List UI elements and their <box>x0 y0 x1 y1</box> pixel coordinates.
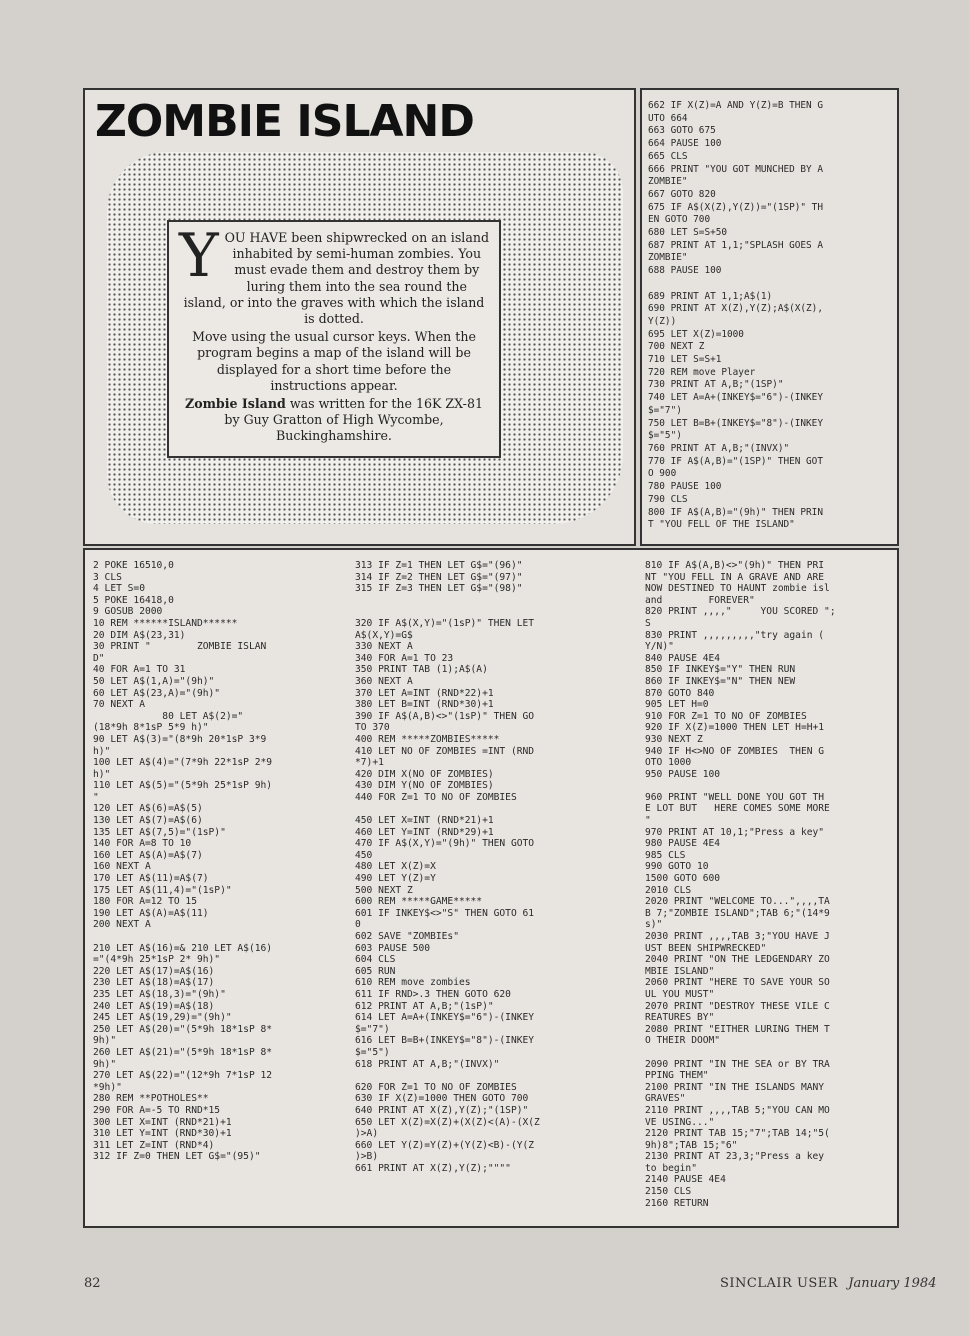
listing-column-1: 2 POKE 16510,0 3 CLS 4 LET S=0 5 POKE 16418,0 9 GOSUB 2000 10 REM ******ISLAND****** 20 DIM A$(23,31) 30 PRINT " ZOMBIE ISLAN D" 40 FOR A=1 TO 31 50 LET A$(1,A)="(9h)" 60 LET A$(23,A)="(9h)" 70 NEXT A 80 LET A$(2)=" (18*9h 8*1sP 5*9 h)" 90 LET A$(3)="(8*9h 20*1sP 3*9 h)" 100 LET A$(4)="(7*9h 22*1sP 2*9 h)" 110 LET A$(5)="(5*9h 25*1sP 9h) " 120 LET A$(6)=A$(5) 130 LET A$(7)=A$(6) 135 LET A$(7,5)="(1sP)" 140 FOR A=8 TO 10 160 LET A$(A)=A$(7) 160 NEXT A 170 LET A$(11)=A$(7) 175 LET A$(11,4)="(1sP)" 180 FOR A=12 TO 15 190 LET A$(A)=A$(11) 200 NEXT A 210 LET A$(16)=& 210 LET A$(16) ="(4*9h 25*1sP 2* 9h)" 220 LET A$(17)=A$(16) 230 LET A$(18)=A$(17) 235 LET A$(18,3)="(9h)" 240 LET A$(19)=A$(18) 245 LET A$(19,29)="(9h)" 250 LET A$(20)="(5*9h 18*1sP 8* 9h)" 260 LET A$(21)="(5*9h 18*1sP 8* 9h)" 270 LET A$(22)="(12*9h 7*1sP 12 *9h)" 280 REM **POTHOLES** 290 FOR A=-5 TO RND*15 300 LET X=INT (RND*21)+1 310 LET Y=INT (RND*30)+1 311 LET Z=INT (RND*4) 312 IF Z=0 THEN LET G$="(95)" <box>93 560 273 1163</box>
listing-column-2: 313 IF Z=1 THEN LET G$="(96)" 314 IF Z=2 THEN LET G$="(97)" 315 IF Z=3 THEN LET G$="(98)" 320 IF A$(X,Y)="(1sP)" THEN LET A$(X,Y)=G$ 330 NEXT A 340 FOR A=1 TO 23 350 PRINT TAB (1);A$(A) 360 NEXT A 370 LET A=INT (RND*22)+1 380 LET B=INT (RND*30)+1 390 IF A$(A,B)<>"(1sP)" THEN GO TO 370 400 REM *****ZOMBIES***** 410 LET NO OF ZOMBIES =INT (RND *7)+1 420 DIM X(NO OF ZOMBIES) 430 DIM Y(NO OF ZOMBIES) 440 FOR Z=1 TO NO OF ZOMBIES 450 LET X=INT (RND*21)+1 460 LET Y=INT (RND*29)+1 470 IF A$(X,Y)="(9h)" THEN GOTO 450 480 LET X(Z)=X 490 LET Y(Z)=Y 500 NEXT Z 600 REM *****GAME***** 601 IF INKEY$<>"S" THEN GOTO 61 0 602 SAVE "ZOMBIEs" 603 PAUSE 500 604 CLS 605 RUN 610 REM move zombies 611 IF RND>.3 THEN GOTO 620 612 PRINT AT A,B;"(1sP)" 614 LET A=A+(INKEY$="6")-(INKEY $="7") 616 LET B=B+(INKEY$="8")-(INKEY $="5") 618 PRINT AT A,B;"(INVX)" 620 FOR Z=1 TO NO OF ZOMBIES 630 IF X(Z)=1000 THEN GOTO 700 640 PRINT AT X(Z),Y(Z);"(1SP)" 650 LET X(Z)=X(Z)+(X(Z)<(A)-(X(Z )>A) 660 LET Y(Z)=Y(Z)+(Y(Z)<B)-(Y(Z )>B) 661 PRINT AT X(Z),Y(Z);"""" <box>355 560 540 1174</box>
intro-paragraph-3 <box>179 396 489 445</box>
listing-panel-top-right <box>640 88 899 546</box>
intro-paragraph-3-text: was written for the 16K ZX-81 by Guy Gratton of High Wycombe, Buckinghamshire. <box>224 396 483 444</box>
listing-column-3: 810 IF A$(A,B)<>"(9h)" THEN PRI NT "YOU FELL IN A GRAVE AND ARE NOW DESTINED TO HAUNT zombie isl and FOREVER" 820 PRINT ,,,," YOU SCORED "; S 830 PRINT ,,,,,,,,,"try again ( Y/N)" 840 PAUSE 4E4 850 IF INKEY$="Y" THEN RUN 860 IF INKEY$="N" THEN NEW 870 GOTO 840 905 LET H=0 910 FOR Z=1 TO NO OF ZOMBIES 920 IF X(Z)=1000 THEN LET H=H+1 930 NEXT Z 940 IF H<>NO OF ZOMBIES THEN G OTO 1000 950 PAUSE 100 960 PRINT "WELL DONE YOU GOT TH E LOT BUT HERE COMES SOME MORE " 970 PRINT AT 10,1;"Press a key" 980 PAUSE 4E4 985 CLS 990 GOTO 10 1500 GOTO 600 2010 CLS 2020 PRINT "WELCOME TO...",,,,TA B 7;"ZOMBIE ISLAND";TAB 6;"(14*9 s)" 2030 PRINT ,,,,TAB 3;"YOU HAVE J UST BEEN SHIPWRECKED" 2040 PRINT "ON THE LEDGENDARY ZO MBIE ISLAND" 2060 PRINT "HERE TO SAVE YOUR SO UL YOU MUST" 2070 PRINT "DESTROY THESE VILE C REATURES BY" 2080 PRINT "EITHER LURING THEM T O THEIR DOOM" 2090 PRINT "IN THE SEA or BY TRA PPING THEM" 2100 PRINT "IN THE ISLANDS MANY GRAVES" 2110 PRINT ,,,,TAB 5;"YOU CAN MO VE USING..." 2120 PRINT TAB 15;"7";TAB 14;"5( 9h)8";TAB 15;"6" 2130 PRINT AT 23,3;"Press a key to begin" 2140 PAUSE 4E4 2150 CLS 2160 RETURN <box>645 560 836 1209</box>
intro-paragraph-2-text: Move using the usual cursor keys. When the program begins a map of the island will be displayed for a short time before the instructions appear. <box>192 329 476 393</box>
listing-panel-bottom <box>83 548 899 1228</box>
intro-paragraph-1: OU HAVE been shipwrecked on an island inhabited by semi-human zombies. You must evade them and destroy them by luring them into the sea round the island, or into the graves with which the island is dotted. <box>183 230 490 327</box>
listing-top-right: 662 IF X(Z)=A AND Y(Z)=B THEN G UTO 664 663 GOTO 675 664 PAUSE 100 665 CLS 666 PRINT "YOU GOT MUNCHED BY A ZOMBIE" 667 GOTO 820 675 IF A$(X(Z),Y(Z))="(1SP)" TH EN GOTO 700 680 LET S=S+50 687 PRINT AT 1,1;"SPLASH GOES A ZOMBIE" 688 PAUSE 100 689 PRINT AT 1,1;A$(1) 690 PRINT AT X(Z),Y(Z);A$(X(Z), Y(Z)) 695 LET X(Z)=1000 700 NEXT Z 710 LET S=S+1 720 REM move Player 730 PRINT AT A,B;"(1SP)" 740 LET A=A+(INKEY$="6")-(INKEY $="7") 750 LET B=B+(INKEY$="8")-(INKEY $="5") 760 PRINT AT A,B;"(INVX)" 770 IF A$(A,B)="(1SP)" THEN GOT O 900 780 PAUSE 100 790 CLS 800 IF A$(A,B)="(9h)" THEN PRIN T "YOU FELL OF THE ISLAND" <box>648 100 823 531</box>
intro-text-box <box>167 220 501 458</box>
magazine-footer <box>720 1276 936 1291</box>
issue-date: January 1984 <box>848 1276 937 1291</box>
program-name: Zombie Island <box>185 396 286 412</box>
drop-cap: Y <box>179 221 219 291</box>
intro-paragraph-2 <box>179 329 489 394</box>
article-header-panel <box>83 88 636 546</box>
magazine-name: SINCLAIR USER <box>720 1276 839 1291</box>
article-title: ZOMBIE ISLAND <box>95 96 474 147</box>
page-number: 82 <box>84 1276 101 1291</box>
